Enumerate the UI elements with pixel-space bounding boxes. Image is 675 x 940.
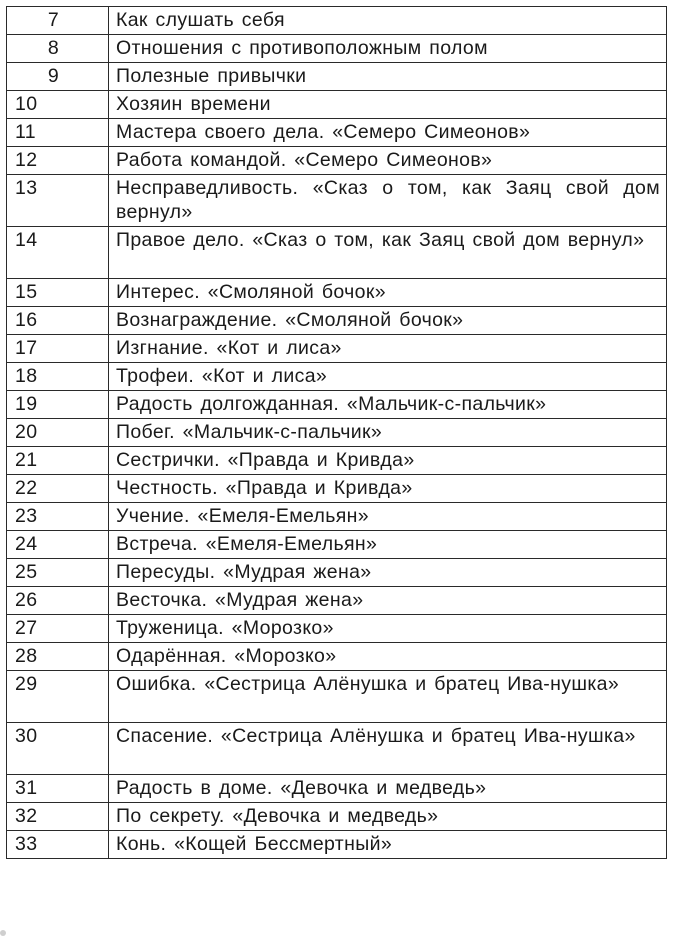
- row-topic: Весточка. «Мудрая жена»: [109, 587, 667, 615]
- table-row: [7, 335, 667, 363]
- row-number: 12: [7, 147, 109, 175]
- row-topic: Ошибка. «Сестрица Алёнушка и братец Ива-нушка»: [109, 671, 667, 723]
- row-topic: Труженица. «Морозко»: [109, 615, 667, 643]
- row-number: 25: [7, 559, 109, 587]
- row-number: 18: [7, 363, 109, 391]
- table-row: [7, 447, 667, 475]
- lesson-table: [6, 6, 667, 859]
- row-topic: Мастера своего дела. «Семеро Симеонов»: [109, 119, 667, 147]
- lesson-table-container: [6, 6, 666, 859]
- table-row: [7, 91, 667, 119]
- row-topic: Вознаграждение. «Смоляной бочок»: [109, 307, 667, 335]
- row-topic: Несправедливость. «Сказ о том, как Заяц свой дом вернул»: [109, 175, 667, 227]
- table-row: [7, 175, 667, 227]
- row-number: 28: [7, 643, 109, 671]
- row-number: 29: [7, 671, 109, 723]
- row-topic: Как слушать себя: [109, 7, 667, 35]
- table-row: [7, 615, 667, 643]
- row-number: 7: [7, 7, 109, 35]
- row-topic: Конь. «Кощей Бессмертный»: [109, 831, 667, 859]
- row-topic: Сестрички. «Правда и Кривда»: [109, 447, 667, 475]
- row-number: 10: [7, 91, 109, 119]
- table-row: [7, 307, 667, 335]
- row-number: 32: [7, 803, 109, 831]
- table-row: [7, 475, 667, 503]
- row-topic: Пересуды. «Мудрая жена»: [109, 559, 667, 587]
- table-row: [7, 531, 667, 559]
- row-topic: Радость долгожданная. «Мальчик-с-пальчик»: [109, 391, 667, 419]
- row-topic: Хозяин времени: [109, 91, 667, 119]
- row-number: 19: [7, 391, 109, 419]
- row-number: 30: [7, 723, 109, 775]
- row-number: 13: [7, 175, 109, 227]
- lesson-table-body: [7, 7, 667, 859]
- row-number: 8: [7, 35, 109, 63]
- row-number: 16: [7, 307, 109, 335]
- row-topic: Интерес. «Смоляной бочок»: [109, 279, 667, 307]
- table-row: [7, 35, 667, 63]
- row-topic: По секрету. «Девочка и медведь»: [109, 803, 667, 831]
- row-number: 24: [7, 531, 109, 559]
- table-row: [7, 63, 667, 91]
- row-topic: Правое дело. «Сказ о том, как Заяц свой дом вернул»: [109, 227, 667, 279]
- row-number: 11: [7, 119, 109, 147]
- row-number: 33: [7, 831, 109, 859]
- table-row: [7, 419, 667, 447]
- table-row: [7, 559, 667, 587]
- row-number: 21: [7, 447, 109, 475]
- table-row: [7, 391, 667, 419]
- table-row: [7, 227, 667, 279]
- row-topic: Изгнание. «Кот и лиса»: [109, 335, 667, 363]
- row-number: 27: [7, 615, 109, 643]
- row-number: 26: [7, 587, 109, 615]
- table-row: [7, 803, 667, 831]
- table-row: [7, 363, 667, 391]
- table-row: [7, 831, 667, 859]
- row-number: 23: [7, 503, 109, 531]
- row-topic: Трофеи. «Кот и лиса»: [109, 363, 667, 391]
- table-row: [7, 671, 667, 723]
- table-row: [7, 723, 667, 775]
- row-number: 14: [7, 227, 109, 279]
- row-topic: Одарённая. «Морозко»: [109, 643, 667, 671]
- table-row: [7, 503, 667, 531]
- table-row: [7, 279, 667, 307]
- row-number: 31: [7, 775, 109, 803]
- row-topic: Полезные привычки: [109, 63, 667, 91]
- row-topic: Отношения с противоположным полом: [109, 35, 667, 63]
- row-topic: Радость в доме. «Девочка и медведь»: [109, 775, 667, 803]
- table-row: [7, 119, 667, 147]
- row-number: 20: [7, 419, 109, 447]
- row-number: 9: [7, 63, 109, 91]
- row-topic: Учение. «Емеля-Емельян»: [109, 503, 667, 531]
- row-topic: Спасение. «Сестрица Алёнушка и братец Ива-нушка»: [109, 723, 667, 775]
- table-row: [7, 775, 667, 803]
- row-topic: Работа командой. «Семеро Симеонов»: [109, 147, 667, 175]
- table-row: [7, 147, 667, 175]
- row-number: 17: [7, 335, 109, 363]
- row-topic: Побег. «Мальчик-с-пальчик»: [109, 419, 667, 447]
- row-topic: Встреча. «Емеля-Емельян»: [109, 531, 667, 559]
- table-row: [7, 587, 667, 615]
- table-row: [7, 643, 667, 671]
- table-row: [7, 7, 667, 35]
- row-number: 15: [7, 279, 109, 307]
- row-number: 22: [7, 475, 109, 503]
- row-topic: Честность. «Правда и Кривда»: [109, 475, 667, 503]
- page-edge-mark: [0, 930, 6, 936]
